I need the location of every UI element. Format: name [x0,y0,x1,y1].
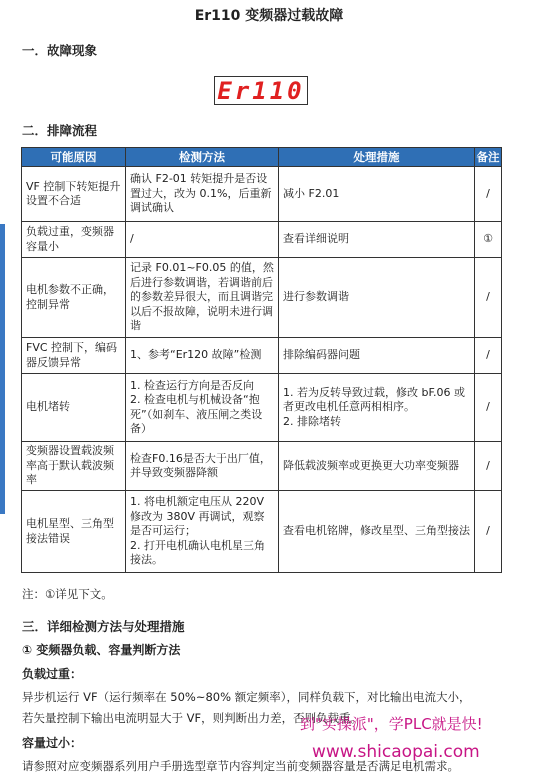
cell-cause: 变频器设置载波频率高于默认载波频率 [22,442,126,491]
cell-measures: 降低载波频率或更换更大功率变频器 [279,442,475,491]
cell-measures: 查看电机铭牌，修改星型、三角型接法 [279,491,475,573]
cell-remark: ① [475,222,502,258]
cell-detection: 1. 将电机额定电压从 220V 修改为 380V 再调试，观察是否可运行； 2. 打开电机确认电机星三角接法。 [126,491,279,573]
led-error-display [214,76,308,105]
cell-detection: 确认 F2-01 转矩提升是否设置过大，改为 0.1%，后重新调试确认 [126,167,279,222]
header-remark: 备注 [475,148,502,167]
header-cause: 可能原因 [22,148,126,167]
table-row [22,222,502,258]
undersize-heading: 容量过小： [22,736,83,750]
cell-measures: 排除编码器问题 [279,338,475,374]
table-row [22,442,502,491]
cell-cause: VF 控制下转矩提升设置不合适 [22,167,126,222]
left-accent-bar [0,224,5,514]
cell-detection: 记录 F0.01~F0.05 的值，然后进行参数调谐，若调谐前后的参数差异很大，而且调谐完以后不报故障，说明未进行调谐 [126,258,279,338]
table-header-row [22,148,502,167]
cell-cause: 电机参数不正确，控制异常 [22,258,126,338]
cell-remark: / [475,167,502,222]
cell-remark: / [475,442,502,491]
fault-table [21,147,502,573]
table-row [22,167,502,222]
cell-detection: 检查F0.16是否大于出厂值，并导致变频器降额 [126,442,279,491]
table-row [22,374,502,442]
cell-cause: 电机星型、三角型接法错误 [22,491,126,573]
header-measures: 处理措施 [279,148,475,167]
table-row [22,491,502,573]
section-detailed-methods: 三．详细检测方法与处理措施 [22,619,185,634]
cell-measures: 减小 F2.01 [279,167,475,222]
error-code: Er110 [217,76,305,105]
cell-remark: / [475,374,502,442]
section-troubleshooting-flow: 二．排障流程 [22,123,98,138]
watermark-slogan: 到"实操派"，学PLC就是快! [300,715,483,733]
cell-measures: 1. 若为反转导致过载，修改 bF.06 或者更改电机任意两相相序。 2. 排除堵转 [279,374,475,442]
cell-measures: 查看详细说明 [279,222,475,258]
cell-detection: / [126,222,279,258]
cell-remark: / [475,258,502,338]
cell-cause: 电机堵转 [22,374,126,442]
overload-text-line2: 若矢量控制下输出电流明显大于 VF，则判断出力差，否则负载重。 [22,711,363,725]
page-title: Er110 变频器过载故障 [194,8,344,24]
cell-measures: 进行参数调谐 [279,258,475,338]
cell-cause: 负载过重，变频器容量小 [22,222,126,258]
subsection-load-capacity: ① 变频器负载、容量判断方法 [22,643,181,657]
overload-heading: 负载过重： [22,667,83,681]
cell-detection: 1. 检查运行方向是否反向 2. 检查电机与机械设备“抱死”（如刹车、液压闸之类设备） [126,374,279,442]
table-note: 注：①详见下文。 [22,587,113,601]
overload-text-line1: 异步机运行 VF（运行频率在 50%~80% 额定频率），同样负载下，对比输出电流大小， [22,690,471,704]
cell-cause: FVC 控制下，编码器反馈异常 [22,338,126,374]
watermark-url: www.shicaopai.com [312,742,480,762]
cell-remark: / [475,338,502,374]
table-row [22,258,502,338]
header-detection: 检测方法 [126,148,279,167]
cell-detection: 1、参考“Er120 故障”检测 [126,338,279,374]
undersize-text-line1: 请参照对应变频器系列用户手册选型章节内容判定当前变频器容量是否满足电机需求。 [22,759,459,773]
cell-remark: / [475,491,502,573]
table-row [22,338,502,374]
section-fault-phenomenon: 一．故障现象 [22,43,98,58]
